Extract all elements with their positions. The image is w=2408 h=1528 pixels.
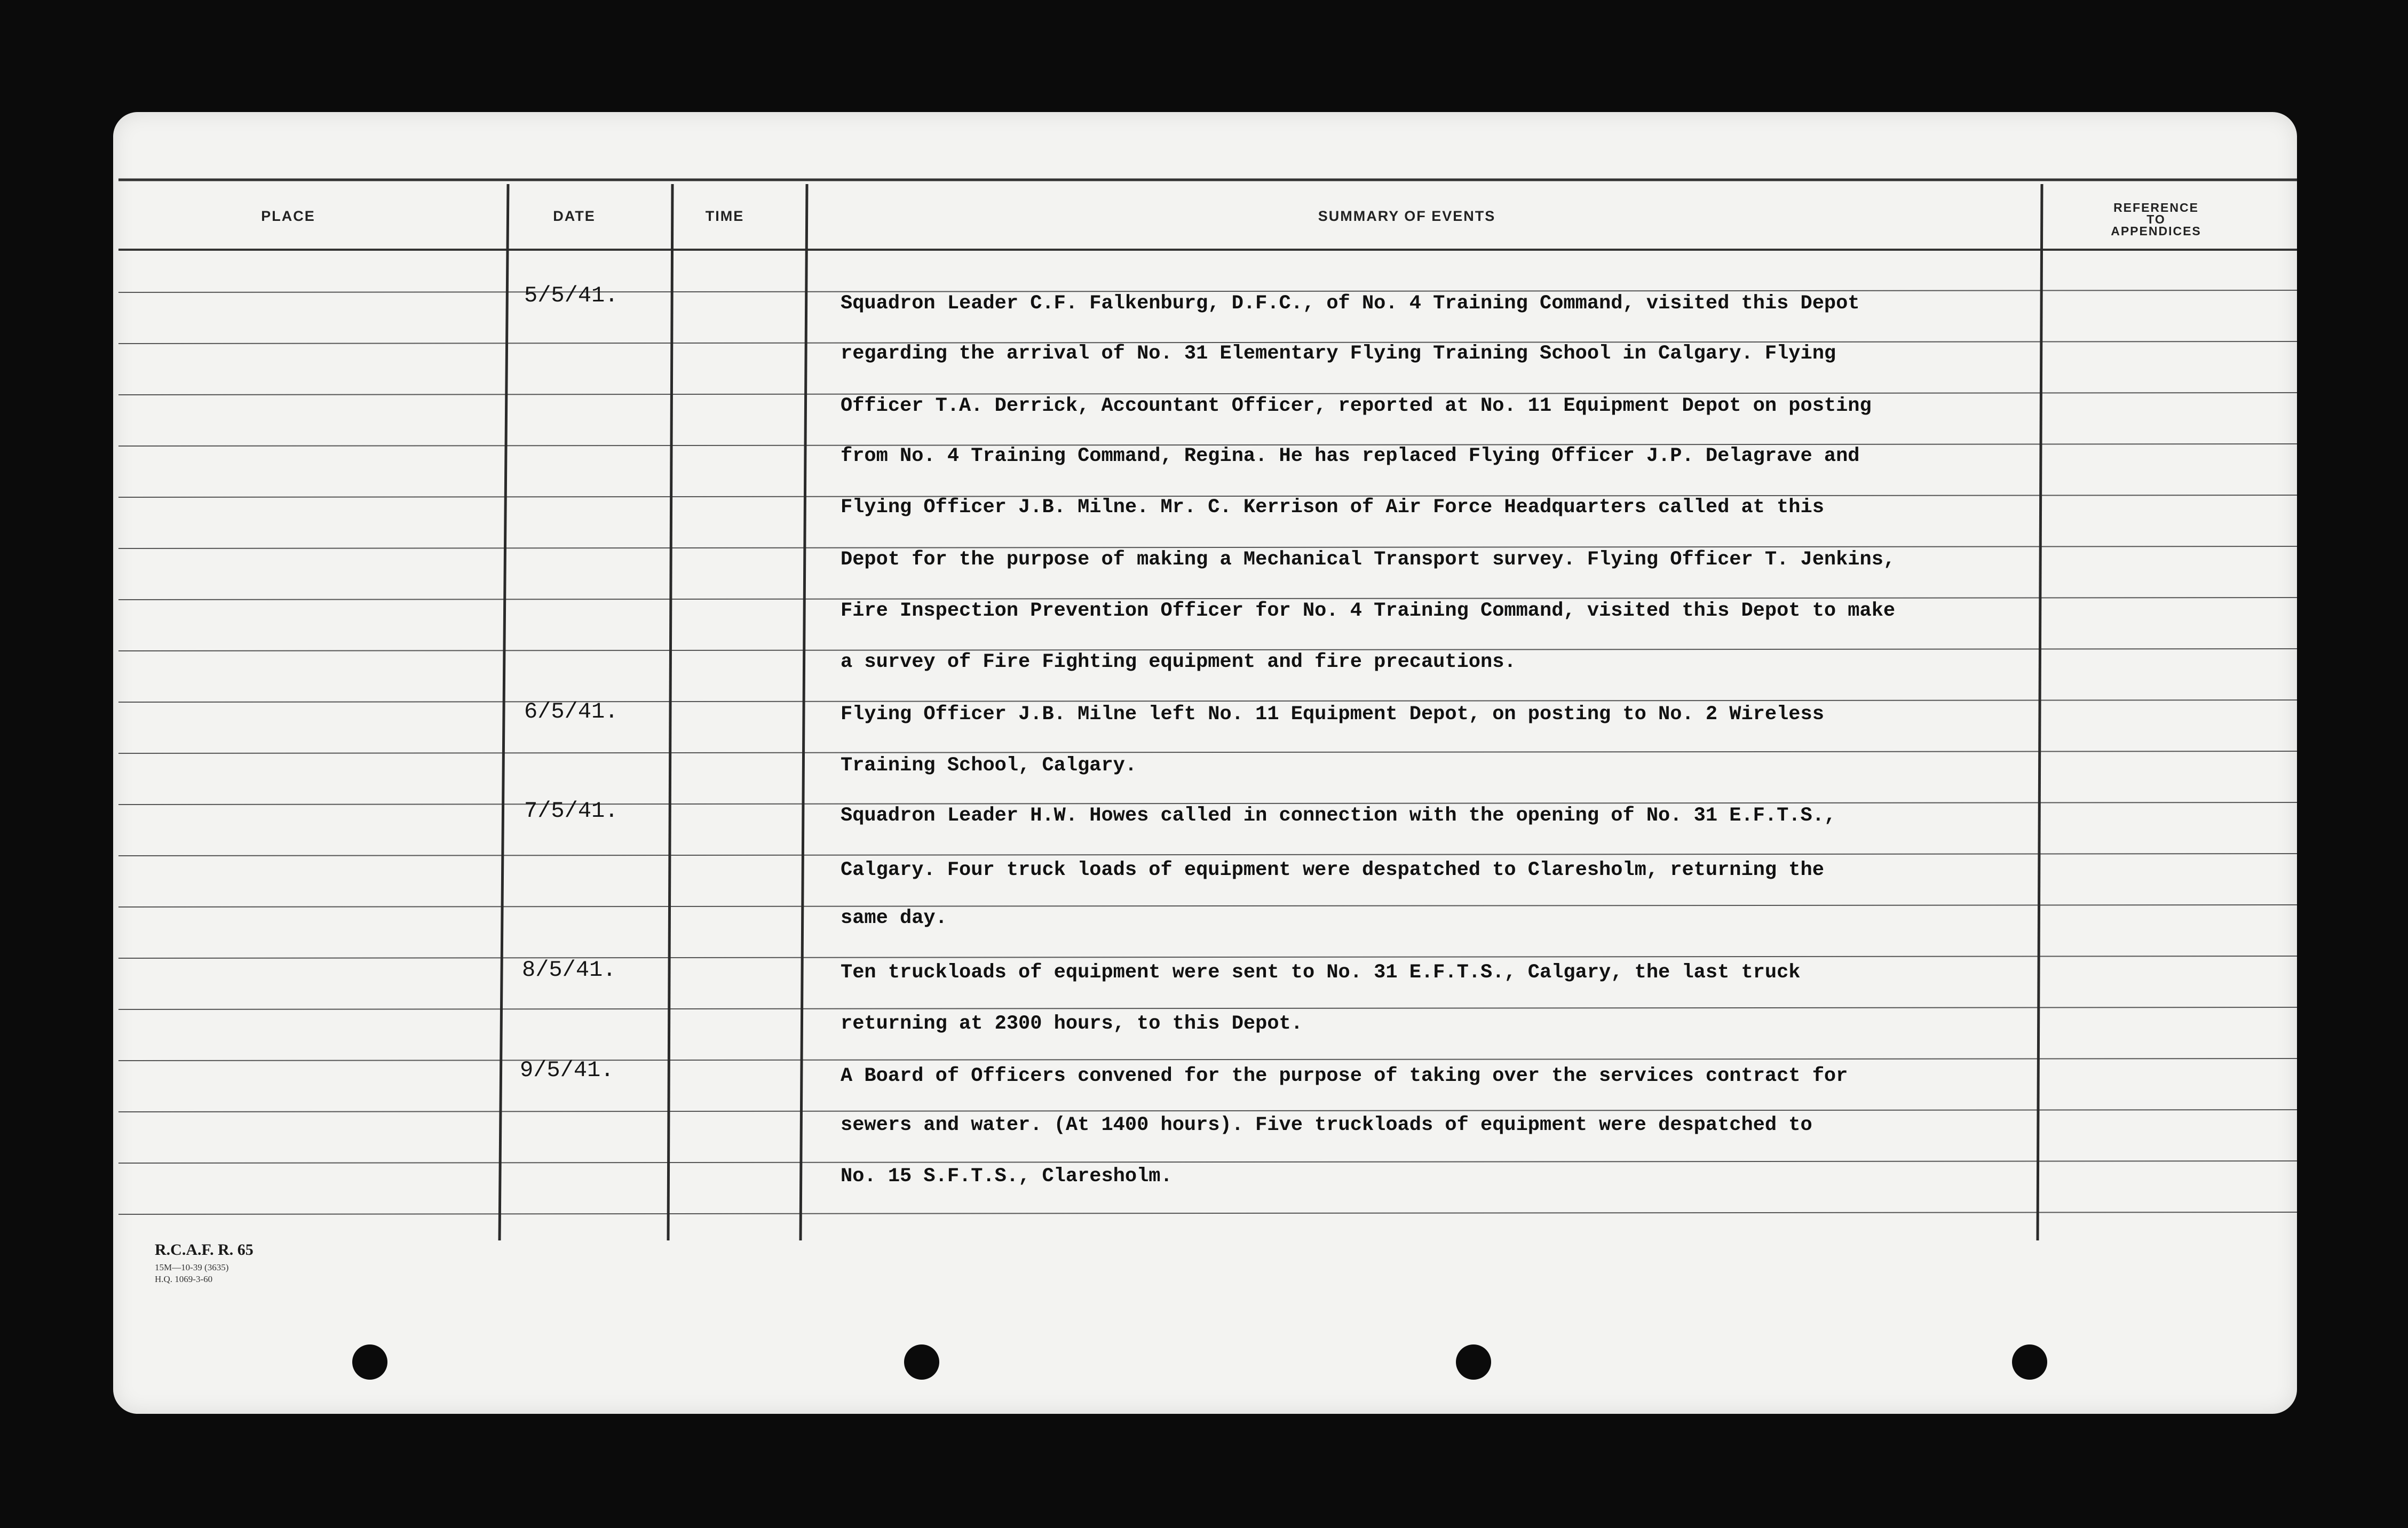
header-place: PLACE <box>261 208 315 224</box>
entry-line: Ten truckloads of equipment were sent to No. 31 E.F.T.S., Calgary, the last truck <box>841 961 1801 984</box>
header-reference-line: TO <box>2146 212 2166 226</box>
header-time: TIME <box>705 208 744 224</box>
entry-date: 9/5/41. <box>520 1057 614 1083</box>
entry-date: 6/5/41. <box>524 699 619 725</box>
entry-line: No. 15 S.F.T.S., Claresholm. <box>841 1165 1173 1188</box>
binder-hole <box>2012 1344 2047 1380</box>
form-code: R.C.A.F. R. 65 <box>155 1241 254 1259</box>
header-reference-line: REFERENCE <box>2113 201 2199 214</box>
entry-line: Calgary. Four truck loads of equipment were despatched to Claresholm, returning the <box>841 859 1824 881</box>
ruled-line <box>118 1059 2297 1061</box>
entry-date: 5/5/41. <box>524 283 619 308</box>
entry-line: same day. <box>841 907 947 929</box>
entry-line: Squadron Leader H.W. Howes called in connection with the opening of No. 31 E.F.T.S., <box>841 805 1836 827</box>
entry-line: Flying Officer J.B. Milne left No. 11 Equipment Depot, on posting to No. 2 Wireless <box>841 703 1824 726</box>
ruled-line <box>118 956 2297 958</box>
binder-hole <box>904 1344 939 1380</box>
form-sub: 15M—10-39 (3635) <box>155 1262 229 1272</box>
ruled-line <box>118 1007 2297 1009</box>
entry-line: Training School, Calgary. <box>841 754 1137 777</box>
entry-line: sewers and water. (At 1400 hours). Five truckloads of equipment were despatched to <box>841 1114 1812 1136</box>
binder-hole <box>1456 1344 1491 1380</box>
entry-line: regarding the arrival of No. 31 Elementary Flying Training School in Calgary. Flying <box>841 343 1836 365</box>
entry-line: Depot for the purpose of making a Mechanical Transport survey. Flying Officer T. Jenkins, <box>841 548 1896 571</box>
header-date: DATE <box>553 208 596 224</box>
ruled-line <box>118 1161 2297 1163</box>
ruled-line <box>118 700 2297 702</box>
entry-line: Fire Inspection Prevention Officer for No. 4 Training Command, visited this Depot to make <box>841 600 1896 622</box>
header-reference <box>2111 202 2201 237</box>
ruled-line <box>118 1212 2297 1214</box>
ruled-line <box>118 1110 2297 1112</box>
entry-line: returning at 2300 hours, to this Depot. <box>841 1013 1303 1035</box>
entry-line: A Board of Officers convened for the purpose of taking over the services contract for <box>841 1065 1848 1087</box>
ruled-line <box>118 905 2297 907</box>
binder-hole <box>352 1344 387 1380</box>
entry-line: from No. 4 Training Command, Regina. He has replaced Flying Officer J.P. Delagrave and <box>841 445 1860 467</box>
entry-date: 7/5/41. <box>524 798 619 824</box>
form-sub: H.Q. 1069-3-60 <box>155 1274 213 1284</box>
header-summary: SUMMARY OF EVENTS <box>1318 208 1496 224</box>
entry-line: Flying Officer J.B. Milne. Mr. C. Kerrison of Air Force Headquarters called at this <box>841 496 1824 519</box>
ruled-line <box>118 854 2297 856</box>
ruled-line <box>118 751 2297 753</box>
entry-line: Officer T.A. Derrick, Accountant Officer, reported at No. 11 Equipment Depot on posting <box>841 395 1872 417</box>
header-reference-line: APPENDICES <box>2111 224 2201 238</box>
entry-line: a survey of Fire Fighting equipment and fire precautions. <box>841 651 1516 673</box>
entry-date: 8/5/41. <box>522 957 616 983</box>
entry-line: Squadron Leader C.F. Falkenburg, D.F.C., of No. 4 Training Command, visited this Depot <box>841 292 1860 315</box>
